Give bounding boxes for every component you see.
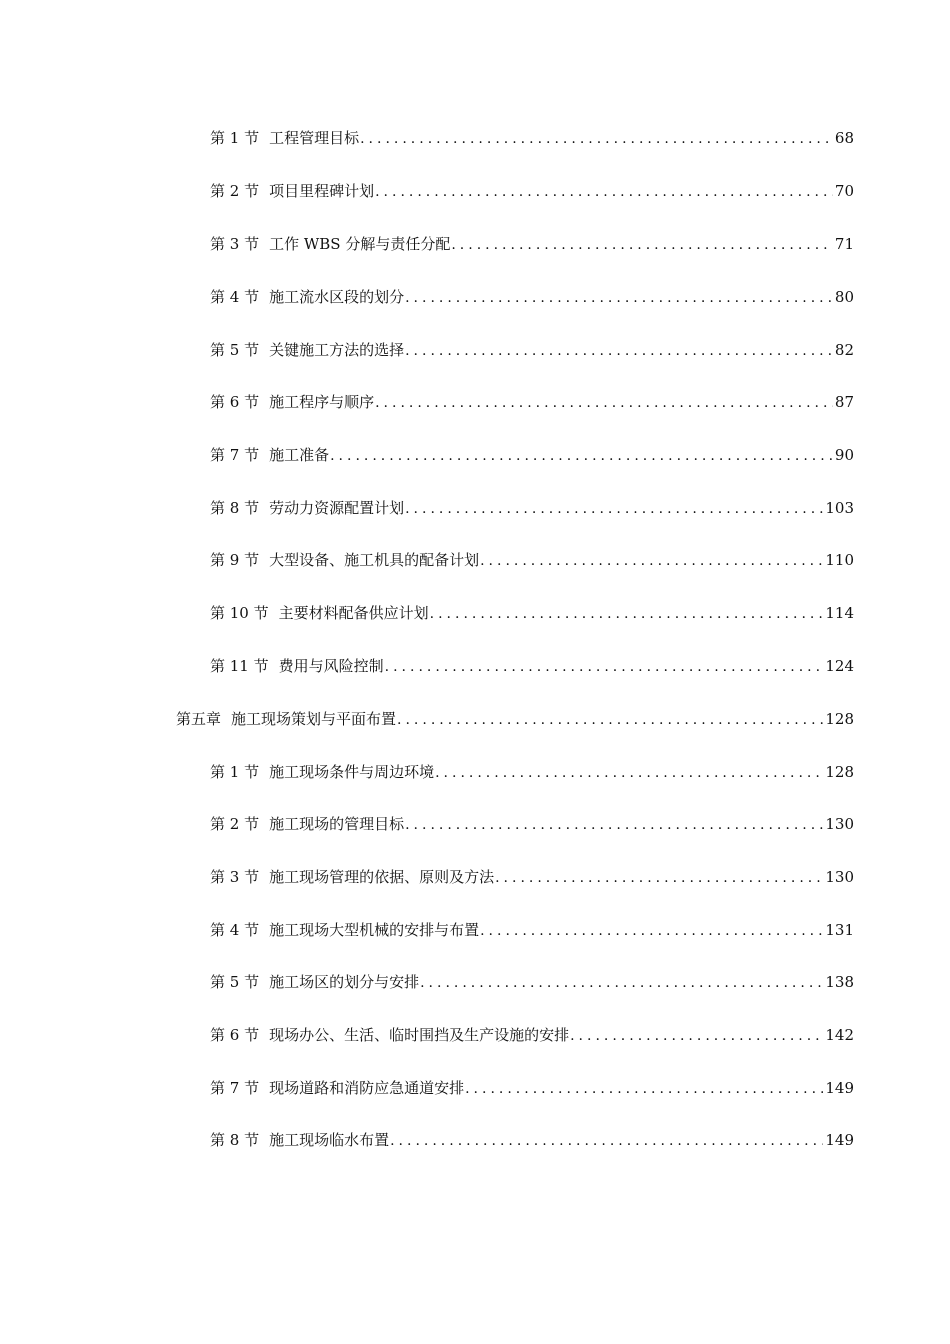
toc-entry-text: 施工现场大型机械的安排与布置 xyxy=(269,921,480,939)
toc-entry[interactable] xyxy=(210,285,854,309)
toc-page-number: 128 xyxy=(825,710,854,728)
toc-page-number: 82 xyxy=(834,341,854,359)
toc-page-number: 80 xyxy=(834,288,854,306)
toc-entry-number: 第 4 节 xyxy=(210,288,260,306)
toc-entry-text: 施工场区的划分与安排 xyxy=(269,973,420,991)
toc-entry-number: 第 5 节 xyxy=(210,341,260,359)
toc-entry-text: 主要材料配备供应计划 xyxy=(278,604,429,622)
toc-entry-text: 施工现场的管理目标 xyxy=(269,815,405,833)
toc-entry-text: 项目里程碑计划 xyxy=(269,182,375,200)
toc-entry-text: 现场道路和消防应急通道安排 xyxy=(269,1079,465,1097)
toc-entry-text: 现场办公、生活、临时围挡及生产设施的安排 xyxy=(269,1026,570,1044)
toc-entry-number: 第 5 节 xyxy=(210,973,260,991)
toc-entry-title xyxy=(210,338,404,362)
toc-dot-leader xyxy=(375,180,833,204)
toc-page-number: 128 xyxy=(825,763,854,781)
toc-entry[interactable] xyxy=(210,654,854,678)
toc-entry-number: 第 7 节 xyxy=(210,1079,260,1097)
toc-page-number: 87 xyxy=(834,393,854,411)
toc-chapter-number: 第五章 xyxy=(176,710,222,728)
toc-entry-text: 施工程序与顺序 xyxy=(269,393,375,411)
toc-entry[interactable] xyxy=(210,1128,854,1152)
toc-entry-title xyxy=(210,1128,389,1152)
toc-dot-leader xyxy=(405,813,823,837)
toc-entry-title xyxy=(210,918,479,942)
toc-entry[interactable] xyxy=(210,1076,854,1100)
toc-entry-number: 第 3 节 xyxy=(210,235,260,253)
toc-dot-leader xyxy=(430,602,824,626)
toc-entry[interactable] xyxy=(210,232,854,256)
toc-page-number: 110 xyxy=(825,551,854,569)
toc-page-number: 149 xyxy=(825,1079,854,1097)
toc-entry-number: 第 9 节 xyxy=(210,551,260,569)
toc-entry-number: 第 4 节 xyxy=(210,921,260,939)
toc-dot-leader xyxy=(397,708,823,732)
toc-entry-number: 第 10 节 xyxy=(210,604,269,622)
toc-entry[interactable] xyxy=(210,760,854,784)
toc-page-number: 138 xyxy=(825,973,854,991)
toc-page-number: 124 xyxy=(825,657,854,675)
toc-entry[interactable] xyxy=(210,970,854,994)
toc-entry-title xyxy=(210,865,494,889)
toc-dot-leader xyxy=(451,233,833,257)
toc-entry[interactable] xyxy=(210,443,854,467)
toc-page-number: 130 xyxy=(825,815,854,833)
toc-entry[interactable] xyxy=(210,126,854,150)
toc-entry[interactable] xyxy=(210,179,854,203)
toc-dot-leader xyxy=(480,549,823,573)
toc-entry-text: 大型设备、施工机具的配备计划 xyxy=(269,551,480,569)
toc-entry-text: 施工现场条件与周边环境 xyxy=(269,763,435,781)
toc-entry-text: 施工现场策划与平面布置 xyxy=(231,710,397,728)
toc-page-number: 130 xyxy=(825,868,854,886)
toc-entry[interactable] xyxy=(210,812,854,836)
toc-dot-leader xyxy=(465,1077,823,1101)
toc-entry[interactable] xyxy=(210,1023,854,1047)
toc-entry-title xyxy=(210,390,374,414)
toc-dot-leader xyxy=(330,444,833,468)
toc-page-number: 68 xyxy=(834,129,854,147)
toc-dot-leader xyxy=(570,1024,823,1048)
toc-dot-leader xyxy=(405,286,833,310)
toc-entry-text: 工作 WBS 分解与责任分配 xyxy=(269,235,451,253)
toc-entry-text: 施工准备 xyxy=(269,446,330,464)
toc-entry-title xyxy=(210,1023,569,1047)
toc-dot-leader xyxy=(405,497,823,521)
toc-page-number: 103 xyxy=(825,499,854,517)
toc-page-number: 71 xyxy=(834,235,854,253)
toc-entry-number: 第 2 节 xyxy=(210,815,260,833)
toc-entry-number: 第 3 节 xyxy=(210,868,260,886)
toc-entry[interactable] xyxy=(210,338,854,362)
toc-entry-title xyxy=(176,707,396,731)
toc-entry-title xyxy=(210,548,479,572)
toc-entry[interactable] xyxy=(210,601,854,625)
toc-entry-number: 第 11 节 xyxy=(210,657,269,675)
toc-dot-leader xyxy=(375,391,833,415)
toc-dot-leader xyxy=(480,919,823,943)
toc-entry-title xyxy=(210,126,359,150)
toc-entry-text: 劳动力资源配置计划 xyxy=(269,499,405,517)
toc-page-number: 90 xyxy=(834,446,854,464)
toc-entry-number: 第 6 节 xyxy=(210,393,260,411)
toc-page-number: 149 xyxy=(825,1131,854,1149)
toc-entry-title xyxy=(210,760,434,784)
toc-entry-title xyxy=(210,654,384,678)
toc-entry[interactable] xyxy=(210,918,854,942)
toc-entry-text: 施工流水区段的划分 xyxy=(269,288,405,306)
toc-entry-number: 第 7 节 xyxy=(210,446,260,464)
toc-entry-title xyxy=(210,285,404,309)
toc-entry-number: 第 2 节 xyxy=(210,182,260,200)
toc-entry-number: 第 1 节 xyxy=(210,129,260,147)
toc-entry[interactable] xyxy=(210,865,854,889)
toc-entry-title xyxy=(210,601,429,625)
toc-entry-title xyxy=(210,970,419,994)
toc-entry-title xyxy=(210,179,374,203)
toc-entry[interactable] xyxy=(210,548,854,572)
toc-entry-text: 费用与风险控制 xyxy=(278,657,384,675)
toc-dot-leader xyxy=(360,127,833,151)
toc-dot-leader xyxy=(405,339,833,363)
toc-dot-leader xyxy=(495,866,823,890)
toc-entry-text: 施工现场管理的依据、原则及方法 xyxy=(269,868,495,886)
toc-entry-number: 第 8 节 xyxy=(210,1131,260,1149)
toc-entry-title xyxy=(210,443,329,467)
toc-dot-leader xyxy=(390,1129,823,1153)
toc-page-number: 131 xyxy=(825,921,854,939)
toc-entry-text: 工程管理目标 xyxy=(269,129,360,147)
toc-entry-text: 关键施工方法的选择 xyxy=(269,341,405,359)
toc-entry-title xyxy=(210,496,404,520)
toc-entry-text: 施工现场临水布置 xyxy=(269,1131,390,1149)
toc-dot-leader xyxy=(435,761,823,785)
toc-entry[interactable] xyxy=(210,390,854,414)
toc-entry-title xyxy=(210,812,404,836)
toc-dot-leader xyxy=(420,971,823,995)
toc-dot-leader xyxy=(385,655,824,679)
toc-entry-number: 第 1 节 xyxy=(210,763,260,781)
toc-page-number: 70 xyxy=(834,182,854,200)
toc-entry-number: 第 6 节 xyxy=(210,1026,260,1044)
toc-entry[interactable] xyxy=(210,496,854,520)
toc-entry-title xyxy=(210,232,450,256)
toc-chapter-entry[interactable] xyxy=(176,707,854,731)
toc-entry-number: 第 8 节 xyxy=(210,499,260,517)
toc-entry-title xyxy=(210,1076,464,1100)
toc-page-number: 142 xyxy=(825,1026,854,1044)
toc-page-number: 114 xyxy=(825,604,854,622)
